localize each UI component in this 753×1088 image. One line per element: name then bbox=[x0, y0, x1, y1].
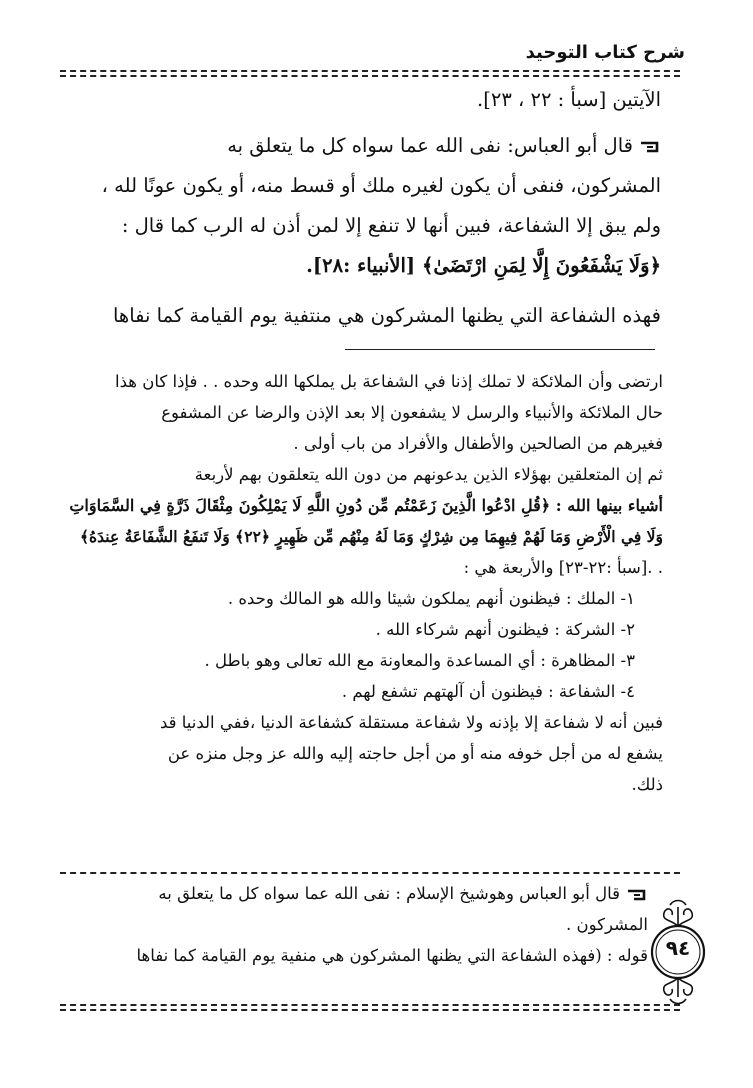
page-number: ٩٤ bbox=[665, 936, 691, 960]
header-rule bbox=[60, 70, 680, 77]
main-line: فهذه الشفاعة التي يظنها المشركون هي منتفية يوم القيامة كما نفاها bbox=[112, 304, 661, 327]
commentary-text bbox=[103, 878, 648, 971]
main-line-with-marker bbox=[101, 126, 661, 166]
footer-rule bbox=[60, 1004, 680, 1011]
commentary-line: قوله : (فهذه الشفاعة التي يظنها المشركون هي منفية يوم القيامة كما نفاها bbox=[136, 946, 648, 965]
commentary-line: المشركون . bbox=[566, 915, 648, 934]
footnote-quran-line: وَلَا فِي الْأَرْضِ وَمَا لَهُمْ فِيهِمَا مِن شِرْكٍ وَمَا لَهُ مِنْهُم مِّن ظَهِيرٍ ﴿٢٢﴾ وَلَا تَنفَعُ الشَّفَاعَةُ عِندَهُ﴾ bbox=[79, 527, 663, 546]
list-item: ٣- المظاهرة : أي المساعدة والمعاونة مع الله تعالى وهو باطل . bbox=[204, 651, 635, 670]
paragraph-marker-icon bbox=[639, 140, 661, 154]
main-text bbox=[101, 80, 661, 336]
footnote-line: ارتضى وأن الملائكة لا تملك إذنا في الشفاعة بل يملكها الله وحده . . فإذا كان هذا bbox=[115, 372, 663, 391]
running-header: شرح كتاب التوحيد bbox=[525, 42, 685, 63]
footnote-line: . .[سبأ :٢٢-٢٣] والأربعة هي : bbox=[463, 558, 663, 577]
main-line: المشركون، فنفى أن يكون لغيره ملك أو قسط منه، أو يكون عونًا لله ، bbox=[101, 174, 661, 197]
list-item: ١- الملك : فيظنون أنهم يملكون شيئا والله هو المالك وحده . bbox=[227, 589, 635, 608]
footnote-line: ذلك. bbox=[631, 775, 663, 794]
footnote-quran-line: أشياء بينها الله : ﴿قُلِ ادْعُوا الَّذِينَ زَعَمْتُم مِّن دُونِ اللَّهِ لَا يَمْلِكُونَ مِثْقَالَ ذَرَّةٍ فِي السَّمَاوَاتِ bbox=[69, 496, 663, 515]
list-item: ٤- الشفاعة : فيظنون أن آلهتهم تشفع لهم . bbox=[341, 682, 635, 701]
footnote-separator bbox=[345, 349, 655, 350]
commentary-line-with-marker bbox=[103, 878, 648, 909]
footnote-text bbox=[63, 366, 663, 800]
main-line: الآيتين [سبأ : ٢٢ ، ٢٣]. bbox=[477, 88, 661, 111]
footnote-line: حال الملائكة والأنبياء والرسل لا يشفعون إلا بعد الإذن والرضا عن المشفوع bbox=[161, 403, 663, 422]
list-item: ٢- الشركة : فيظنون أنهم شركاء الله . bbox=[375, 620, 635, 639]
footnote-line: يشفع له من أجل خوفه منه أو من أجل حاجته إليه والله عز وجل منزه عن bbox=[167, 744, 663, 763]
main-line: ولم يبق إلا الشفاعة، فبين أنها لا تنفع إلا لمن أذن له الرب كما قال : bbox=[121, 214, 661, 237]
footnote-line: فغيرهم من الصالحين والأطفال والأفراد من باب أولى . bbox=[293, 434, 663, 453]
footnote-line: فبين أنه لا شفاعة إلا بإذنه ولا شفاعة مستقلة كشفاعة الدنيا ،ففي الدنيا قد bbox=[159, 713, 663, 732]
paragraph-marker-icon bbox=[626, 888, 648, 902]
footnote-line: ثم إن المتعلقين بهؤلاء الذين يدعونهم من دون الله يتعلقون بهم لأربعة bbox=[194, 465, 663, 484]
quran-verse-line: ﴿وَلَا يَشْفَعُونَ إِلَّا لِمَنِ ارْتَضَىٰ﴾ [الأنبياء :٢٨]. bbox=[306, 254, 661, 277]
section-rule bbox=[60, 872, 680, 874]
commentary-line-text: قال أبو العباس وهوشيخ الإسلام : نفى الله عما سواه كل ما يتعلق به bbox=[158, 884, 620, 903]
main-line-text: قال أبو العباس: نفى الله عما سواه كل ما يتعلق به bbox=[227, 134, 633, 157]
